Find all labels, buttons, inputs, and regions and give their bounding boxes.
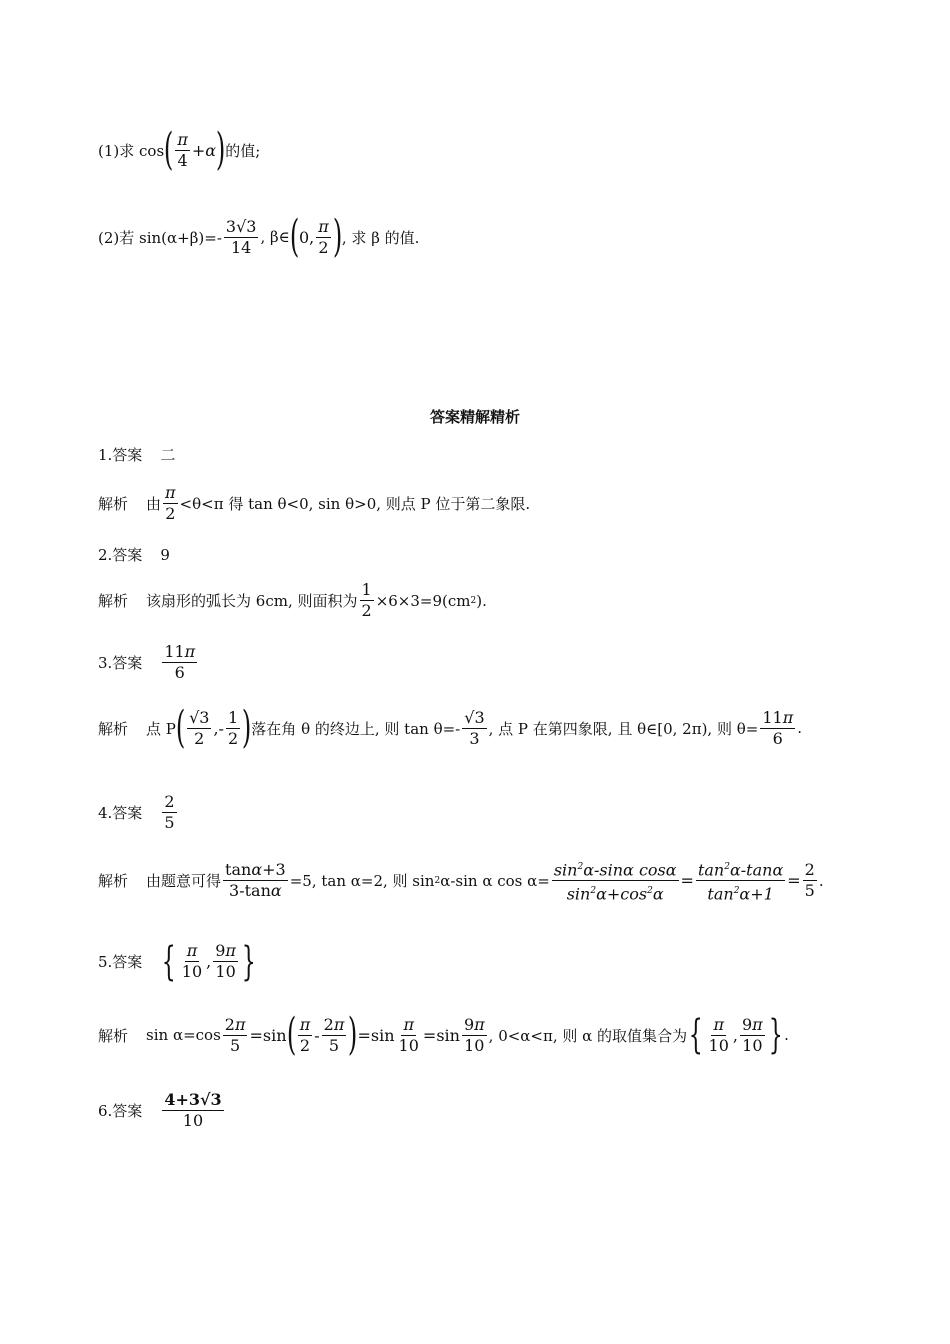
answer-5: 5.答案 { $\frac{\pi}{10}$ , $\frac{9\pi}{10}$ } — [98, 938, 256, 985]
fraction: $\frac{\sin^2\alpha-\sin\alpha \cos\alpha}{\sin^2\alpha+\cos^2\alpha}$ — [552, 857, 679, 905]
fraction: $\frac{√3}{2}$ — [189, 707, 210, 748]
fraction: $\frac{1}{2}$ — [361, 580, 372, 620]
q1-tail: 的值; — [225, 141, 261, 160]
fraction: $\frac{\pi}{2}$ — [165, 483, 176, 523]
fraction: $\frac{3√3}{14}$ — [225, 216, 257, 257]
explanation-4: 解析 由题意可得 $\frac{\tan\alpha+3}{3-\tan\alpha}$ =5, tan α=2, 则 sin 2 α-sin α cos α= $\frac{\sin^2\alpha-\sin\alpha \cos\alpha}{\sin^2\alpha+\cos^2\alpha}$ = $\frac{\tan^2\alpha-\tan\alpha}{\tan^2\alpha+1}$ = $\frac{2}{5}$ . — [98, 857, 824, 905]
question-1: (1)求 cos ( $\frac{\pi}{4}$ +α ) 的值; — [98, 124, 261, 175]
fraction: $\frac{2\pi}{5}$ — [323, 1014, 345, 1055]
fraction: $\frac{\pi}{10}$ — [708, 1014, 729, 1055]
question-2: (2)若 sin(α+β)=- $\frac{3√3}{14}$ , β∈ ( 0, $\frac{\pi}{2}$ ) , 求 β 的值. — [98, 211, 420, 262]
fraction: $\frac{\pi}{2}$ — [299, 1014, 311, 1055]
fraction: $\frac{9\pi}{10}$ — [741, 1014, 763, 1055]
fraction: $\frac{\tan^2\alpha-\tan\alpha}{\tan^2\alpha+1}$ — [696, 857, 785, 905]
answers-title: 答案精解精析 — [429, 408, 520, 426]
q2-label: (2)若 sin(α+β)=- — [98, 228, 222, 247]
fraction: $\frac{2\pi}{5}$ — [224, 1014, 246, 1055]
fraction: $\frac{9\pi}{10}$ — [215, 941, 236, 981]
q1-label: (1)求 cos — [98, 141, 165, 160]
answer-4: 4.答案 $\frac{2}{5}$ — [98, 792, 175, 832]
fraction: $\frac{9\pi}{10}$ — [463, 1014, 485, 1055]
answer-1: 1.答案 二 — [98, 446, 176, 464]
answer-3: 3.答案 $\frac{11\pi}{6}$ — [98, 642, 196, 682]
fraction: $\frac{1}{2}$ — [227, 707, 239, 748]
fraction: $\frac{\pi}{4}$ — [177, 129, 188, 170]
fraction: $\frac{√3}{3}$ — [464, 707, 485, 748]
fraction: $\frac{11\pi}{6}$ — [762, 707, 794, 748]
explanation-1: 解析 由 $\frac{\pi}{2}$ <θ<π 得 tan θ<0, sin θ>0, 则点 P 位于第二象限. — [98, 483, 531, 523]
explanation-2: 解析 该扇形的弧长为 6cm, 则面积为 $\frac{1}{2}$ ×6×3=9(cm 2 ). — [98, 580, 487, 620]
fraction: $\frac{2}{5}$ — [164, 792, 175, 832]
answer-2: 2.答案 9 — [98, 545, 170, 564]
q2-tail: , 求 β 的值. — [341, 228, 420, 247]
fraction: $\frac{\pi}{2}$ — [318, 216, 329, 257]
fraction: $\frac{\pi}{10}$ — [398, 1014, 419, 1055]
fraction: $\frac{\tan\alpha+3}{3-\tan\alpha}$ — [225, 860, 286, 901]
explanation-5: 解析 sin α=cos $\frac{2\pi}{5}$ =sin ( $\frac{\pi}{2}$ - $\frac{2\pi}{5}$ ) =sin $\frac{\pi}{10}$ =sin $\frac{9\pi}{10}$ , 0<α<π, 则 α 的取值集合为 { $\frac{\pi}{10}$ , $\frac{9\pi}{10}$ } . — [98, 1009, 789, 1060]
fraction: $\frac{2}{5}$ — [804, 860, 815, 901]
fraction: $\frac{\pi}{10}$ — [181, 941, 203, 981]
fraction: $\frac{11\pi}{6}$ — [164, 642, 196, 682]
fraction: $\frac{4+3√3}{10}$ — [164, 1090, 222, 1130]
answer-6: 6.答案 $\frac{4+3√3}{10}$ — [98, 1090, 222, 1130]
explanation-3: 解析 点 P ( $\frac{√3}{2}$ ,- $\frac{1}{2}$ ) 落在角 θ 的终边上, 则 tan θ=- $\frac{√3}{3}$ , 点 P 在第四象限, 且 θ∈[0, 2π), 则 θ= $\frac{11\pi}{6}$ . — [98, 702, 802, 753]
